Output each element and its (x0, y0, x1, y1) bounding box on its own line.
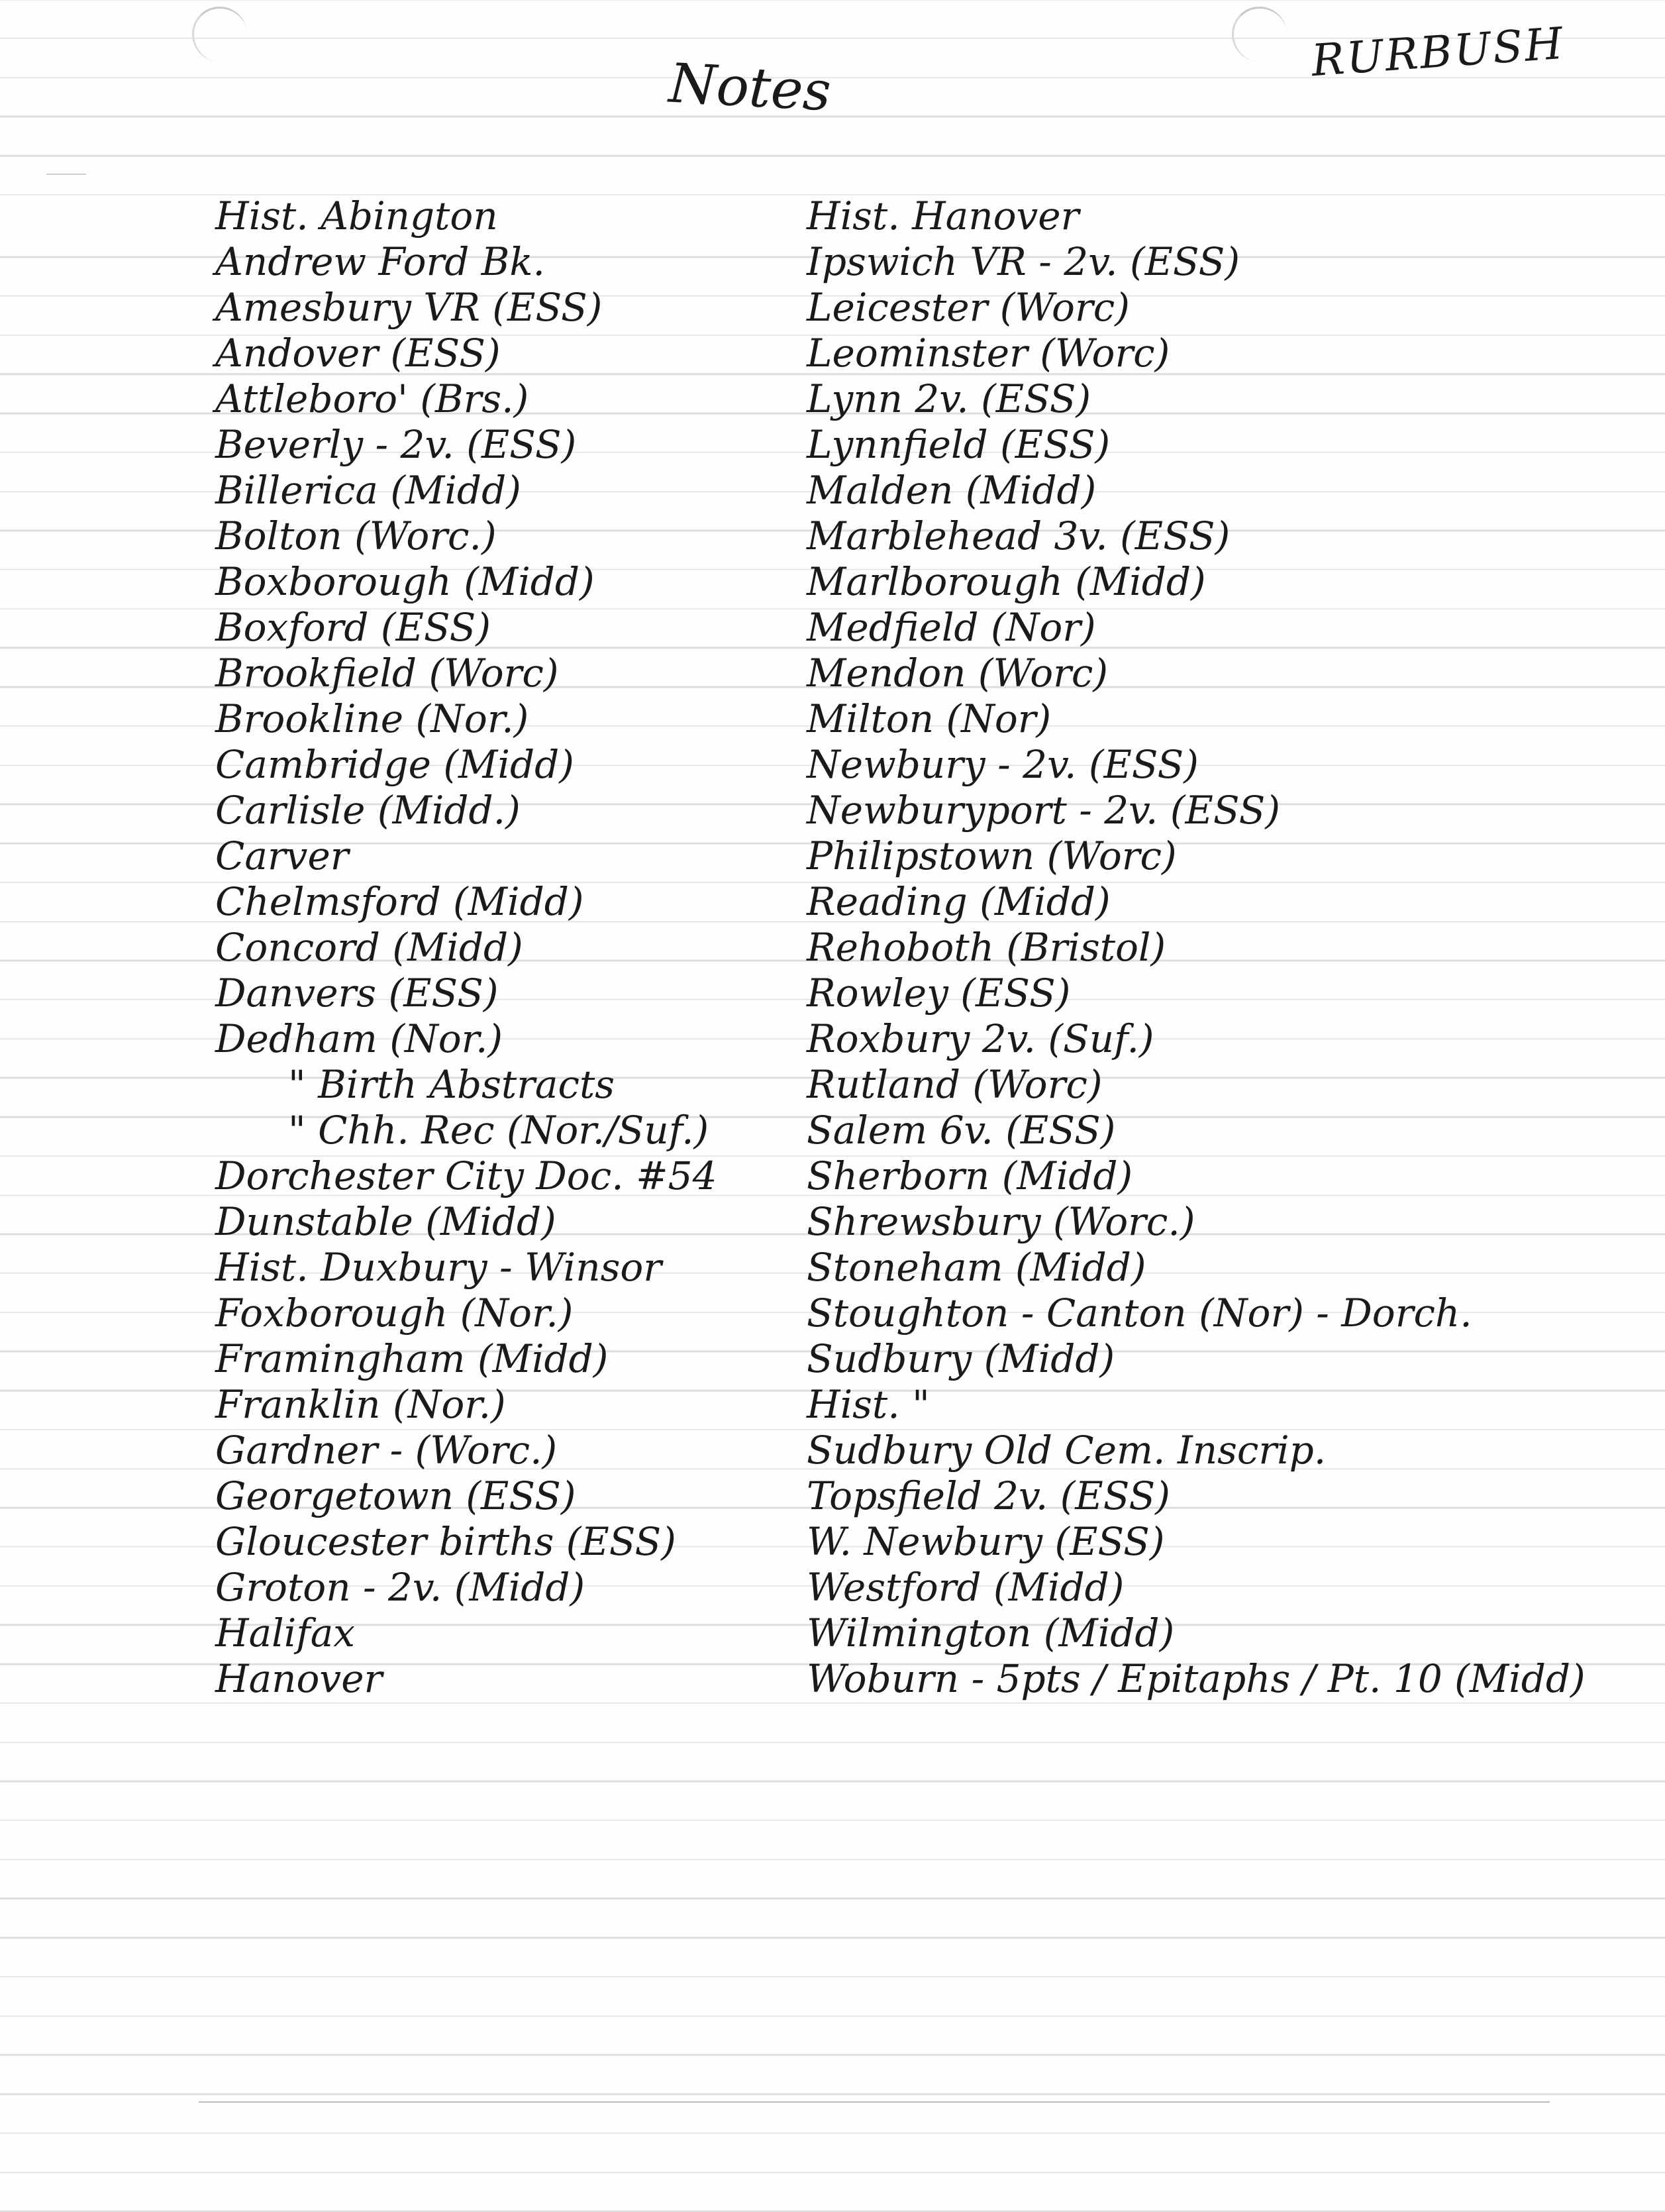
list-item: W. Newbury (ESS) (807, 1519, 1165, 1564)
right-column-list (807, 193, 1586, 1702)
list-item: Hist. " (807, 1382, 930, 1427)
list-item: Sudbury Old Cem. Inscrip. (807, 1428, 1327, 1473)
list-item: Cambridge (Midd) (215, 742, 574, 787)
list-item: Rowley (ESS) (807, 971, 1071, 1016)
margin-mark (46, 174, 86, 175)
list-item: Mendon (Worc) (807, 651, 1108, 696)
list-item: Stoneham (Midd) (807, 1245, 1146, 1290)
list-item: Boxborough (Midd) (215, 559, 595, 604)
list-item: Wilmington (Midd) (807, 1610, 1175, 1656)
list-item: " Chh. Rec (Nor./Suf.) (288, 1108, 709, 1153)
left-column-list (215, 193, 717, 1702)
list-item: Hist. Duxbury - Winsor (215, 1245, 662, 1290)
list-item: Philipstown (Worc) (807, 833, 1177, 878)
binder-hole-left (192, 7, 247, 62)
list-item: Bolton (Worc.) (215, 513, 497, 558)
list-item: Ipswich VR - 2v. (ESS) (807, 239, 1240, 284)
list-item: Hist. Hanover (807, 193, 1080, 238)
binder-hole-right (1232, 7, 1287, 62)
list-item: Gardner - (Worc.) (215, 1428, 558, 1473)
list-item: Danvers (ESS) (215, 971, 499, 1016)
list-item: Foxborough (Nor.) (215, 1290, 574, 1336)
list-item: Chelmsford (Midd) (215, 879, 584, 924)
list-item: Woburn - 5pts / Epitaphs / Pt. 10 (Midd) (807, 1656, 1586, 1701)
list-item: Brookline (Nor.) (215, 696, 529, 741)
list-item: Framingham (Midd) (215, 1336, 609, 1381)
list-item: Malden (Midd) (807, 468, 1097, 513)
list-item: Dorchester City Doc. #54 (215, 1153, 717, 1198)
list-item: Boxford (ESS) (215, 605, 491, 650)
list-item: Amesbury VR (ESS) (215, 285, 603, 330)
list-item: Halifax (215, 1610, 356, 1656)
list-item: Westford (Midd) (807, 1565, 1125, 1610)
list-item: Carlisle (Midd.) (215, 788, 521, 833)
list-item: Rehoboth (Bristol) (807, 925, 1166, 970)
list-item: Leominster (Worc) (807, 331, 1170, 376)
list-item: Newburyport - 2v. (ESS) (807, 788, 1280, 833)
list-item: Marblehead 3v. (ESS) (807, 513, 1231, 558)
list-item: Leicester (Worc) (807, 285, 1130, 330)
list-item: Brookfield (Worc) (215, 651, 559, 696)
list-item: Shrewsbury (Worc.) (807, 1199, 1195, 1244)
list-item: Lynnfield (ESS) (807, 422, 1111, 467)
list-item: Andrew Ford Bk. (215, 239, 545, 284)
list-item: Attleboro' (Brs.) (215, 376, 529, 421)
list-item: Topsfield 2v. (ESS) (807, 1473, 1170, 1518)
list-item: Carver (215, 833, 349, 878)
list-item: Billerica (Midd) (215, 468, 521, 513)
list-item: Salem 6v. (ESS) (807, 1108, 1116, 1153)
list-item: Gloucester births (ESS) (215, 1519, 676, 1564)
list-item: " Birth Abstracts (288, 1062, 615, 1107)
bottom-rule (199, 2101, 1550, 2103)
list-item: Stoughton - Canton (Nor) - Dorch. (807, 1290, 1472, 1336)
surname-label: RURBUSH (1309, 17, 1567, 87)
list-item: Newbury - 2v. (ESS) (807, 742, 1199, 787)
list-item: Dedham (Nor.) (215, 1016, 503, 1061)
list-item: Rutland (Worc) (807, 1062, 1103, 1107)
list-item: Hist. Abington (215, 193, 498, 238)
list-item: Beverly - 2v. (ESS) (215, 422, 577, 467)
list-item: Marlborough (Midd) (807, 559, 1206, 604)
list-item: Franklin (Nor.) (215, 1382, 506, 1427)
list-item: Lynn 2v. (ESS) (807, 376, 1091, 421)
list-item: Roxbury 2v. (Suf.) (807, 1016, 1154, 1061)
list-item: Medfield (Nor) (807, 605, 1096, 650)
list-item: Milton (Nor) (807, 696, 1052, 741)
list-item: Concord (Midd) (215, 925, 523, 970)
page-title: Notes (667, 52, 833, 124)
list-item: Sudbury (Midd) (807, 1336, 1115, 1381)
list-item: Sherborn (Midd) (807, 1153, 1133, 1198)
list-item: Groton - 2v. (Midd) (215, 1565, 585, 1610)
list-item: Reading (Midd) (807, 879, 1111, 924)
list-item: Georgetown (ESS) (215, 1473, 576, 1518)
list-item: Hanover (215, 1656, 383, 1701)
list-item: Andover (ESS) (215, 331, 501, 376)
list-item: Dunstable (Midd) (215, 1199, 556, 1244)
